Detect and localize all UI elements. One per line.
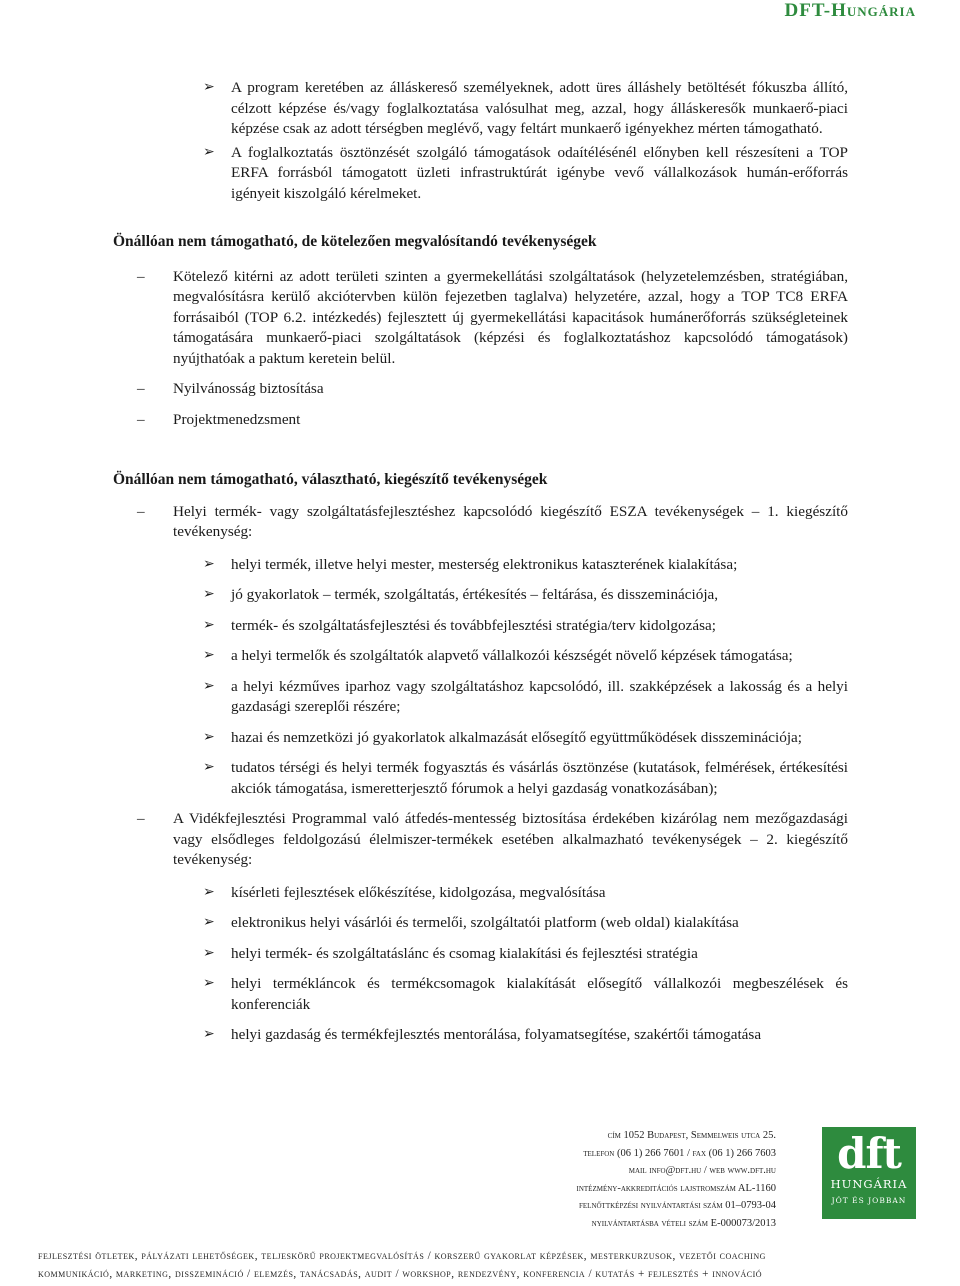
list-item <box>0 267 960 370</box>
brand-name: DFT-Hungária <box>784 0 916 21</box>
sub-list-item <box>0 646 960 667</box>
list-item-text: Kötelező kitérni az adott területi szinten a gyermekellátási szolgáltatások (helyzetelemzésben, stratégiában, megvalósításra kerülő akciótervben külön fejezetben taglalva) helyzetére, azzal, hogy a TOP TC8 ERFA forrásaiból (TOP 6.2. intézkedés) fejlesztett új gyermekellátási kapacitások humánerőforrás szükségleteinek támogatására munkaerő-piaci szolgáltatások (képzési és foglalkoztatáshoz kapcsolódó támogatások) nyújthatóak a paktum keretein belül. <box>173 267 848 367</box>
list-item-text: A program keretében az álláskereső személyeknek, adott üres álláshely betöltését fókuszba állító, célzott képzése és/vagy foglalkoztatása valósulhat meg, azzal, hogy álláskeresők munkaerő-piaci képzése csak az adott térségben meglévő, vagy feltárt munkaerő igényekhez mérten támogatható. <box>231 79 848 137</box>
dash-icon: – <box>137 410 145 428</box>
arrowhead-icon: ➢ <box>203 648 215 663</box>
arrowhead-icon: ➢ <box>203 945 215 961</box>
footer-services-line-1: fejlesztési ötletek, pályázati lehetőségek, teljeskörű projektmegvalósítás / korszerű gyakorlat képzések, mesterkurzusok, vezetői coaching <box>38 1250 766 1262</box>
contact-block <box>470 1127 776 1233</box>
list-item-text: kísérleti fejlesztések előkészítése, kidolgozása, megvalósítása <box>231 883 606 901</box>
sub-list-item <box>0 944 960 965</box>
list-item-text: Projektmenedzsment <box>173 410 301 428</box>
sub-list-item <box>0 758 960 799</box>
list-item <box>0 78 960 140</box>
list-item <box>0 410 960 431</box>
logo-country: HUNGÁRIA <box>830 1177 908 1191</box>
sub-list-item <box>0 974 960 1015</box>
arrowhead-icon: ➢ <box>203 729 215 745</box>
sub-list-item <box>0 677 960 718</box>
list-item-text: hazai és nemzetközi jó gyakorlatok alkalmazását elősegítő együttműködések disszeminációja; <box>231 728 803 746</box>
document-body <box>0 78 960 1046</box>
sub-list-item <box>0 616 960 637</box>
dash-icon: – <box>137 810 145 827</box>
list-item-text: A Vidékfejlesztési Programmal való átfedés-mentesség biztosítása érdekében kizárólag nem mezőgazdasági vagy elsődleges feldolgozású élelmiszer-termékek esetében alkalmazható tevékenységek – 2. kiegészítő tevékenység: <box>173 810 848 868</box>
arrowhead-icon: ➢ <box>203 556 215 572</box>
arrowhead-icon: ➢ <box>203 587 215 602</box>
list-item-text: tudatos térségi és helyi termék fogyasztás és vásárlás ösztönzése (kutatások, felmérések, értékesítési akciók támogatása, ismeretterjesztő fórumok a helyi gazdaság vonatkozásában); <box>231 759 848 797</box>
list-item <box>0 379 960 400</box>
logo-main: dft <box>837 1129 901 1178</box>
dash-icon: – <box>137 380 145 397</box>
contact-web: mail info@dft.hu / web www.dft.hu <box>628 1165 776 1177</box>
dash-icon: – <box>137 502 145 520</box>
list-item-text: helyi termék, illetve helyi mester, mesterség elektronikus kataszterének kialakítása; <box>231 555 738 573</box>
arrowhead-icon: ➢ <box>203 884 215 900</box>
list-item-text: Helyi termék- vagy szolgáltatásfejlesztéshez kapcsolódó kiegészítő ESZA tevékenységek – 1. kiegészítő tevékenység: <box>173 502 848 540</box>
list-item-text: jó gyakorlatok – termék, szolgáltatás, értékesítés – feltárása, és disszeminációja, <box>231 586 719 603</box>
sub-list-item <box>0 913 960 934</box>
logo-tagline: JÓT ÉS JOBBAN <box>831 1196 907 1205</box>
arrowhead-icon: ➢ <box>203 1027 215 1042</box>
list-item <box>0 502 960 543</box>
list-item <box>0 809 960 871</box>
contact-phone: telefon (06 1) 266 7601 / fax (06 1) 266 7603 <box>583 1147 776 1159</box>
arrowhead-icon: ➢ <box>203 760 215 775</box>
arrowhead-icon: ➢ <box>203 80 215 95</box>
arrowhead-icon: ➢ <box>203 915 215 930</box>
list-item-text: Nyilvánosság biztosítása <box>173 380 324 397</box>
sub-list-item <box>0 728 960 749</box>
list-item-text: termék- és szolgáltatásfejlesztési és továbbfejlesztési stratégia/terv kidolgozása; <box>231 616 716 634</box>
list-item-text: helyi termék- és szolgáltatáslánc és csomag kialakítási és fejlesztési stratégia <box>231 944 698 962</box>
footer-services-line-2: kommunikáció, marketing, disszemináció / elemzés, tanácsadás, audit / workshop, rendezvény, konferencia / kutatás + fejlesztés + innováció <box>38 1268 763 1280</box>
sub-list-item <box>0 555 960 576</box>
list-item-text: elektronikus helyi vásárlói és termelői, szolgáltatói platform (web oldal) kialakítása <box>231 914 739 931</box>
list-item <box>0 143 960 205</box>
list-item-text: A foglalkoztatás ösztönzését szolgáló támogatások odaítélésénél előnyben kell részesíteni a TOP ERFA forrásból támogatott üzleti infrastruktúrát igénybe vevő vállalkozások humán-erőforrás igényeit kiszolgáló kérelmeket. <box>231 143 848 202</box>
dft-logo <box>822 1127 916 1219</box>
sub-list-item <box>0 585 960 606</box>
list-item-text: helyi gazdaság és termékfejlesztés mentorálása, folyamatsegítése, szakértői támogatása <box>231 1026 762 1043</box>
section-heading: Önállóan nem támogatható, de kötelezően megvalósítandó tevékenységek <box>113 233 597 250</box>
list-item-text: a helyi kézműves iparhoz vagy szolgáltatáshoz kapcsolódó, ill. szakképzések a lakosság és a helyi gazdasági szereplői részére; <box>231 677 848 715</box>
arrowhead-icon: ➢ <box>203 678 215 694</box>
arrowhead-icon: ➢ <box>203 617 215 633</box>
arrowhead-icon: ➢ <box>203 144 215 160</box>
list-item-text: a helyi termelők és szolgáltatók alapvető vállalkozói készségét növelő képzések támogatása; <box>231 647 793 664</box>
section-heading: Önállóan nem támogatható, választható, kiegészítő tevékenységek <box>113 471 548 488</box>
contact-address: cím 1052 Budapest, Semmelweis utca 25. <box>607 1130 776 1141</box>
sub-list-item <box>0 883 960 904</box>
sub-list-item <box>0 1025 960 1046</box>
list-item-text: helyi termékláncok és termékcsomagok kialakítását elősegítő vállalkozói megbeszélések és konferenciák <box>231 975 848 1013</box>
contact-registration: nyilvántartásba vételi szám E-000073/2013 <box>591 1217 776 1229</box>
contact-registry: felnőttképzési nyilvántartási szám 01–0793-04 <box>579 1200 776 1212</box>
contact-accreditation: intézmény-akkreditációs lajstromszám AL-1160 <box>576 1182 776 1194</box>
arrowhead-icon: ➢ <box>203 976 215 991</box>
dash-icon: – <box>137 267 145 285</box>
